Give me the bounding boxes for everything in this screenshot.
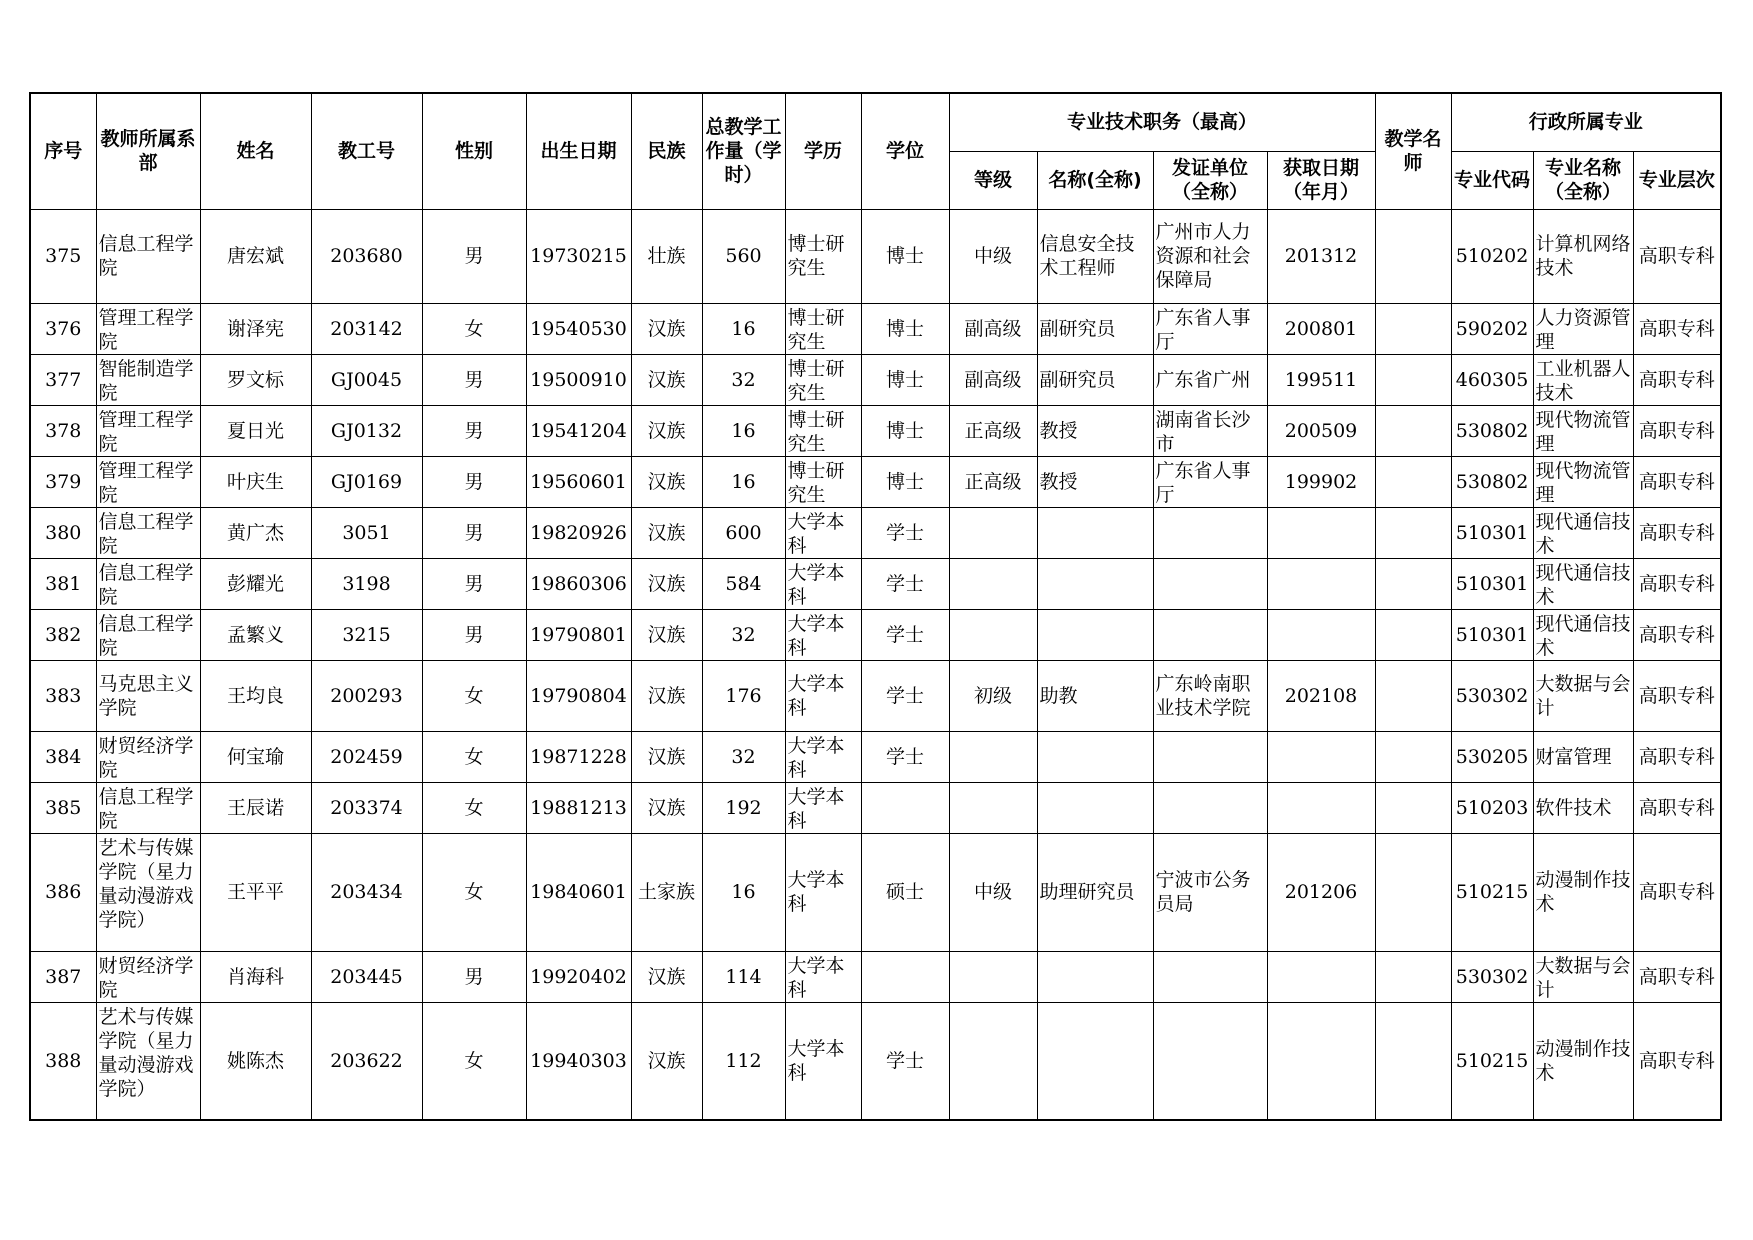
table-row: [30, 456, 1721, 507]
cell-obtain-date: [1267, 507, 1375, 558]
cell-major-level: 高职专科: [1633, 660, 1721, 731]
cell-workload: 16: [702, 833, 785, 951]
cell-staff-id: 203434: [311, 833, 422, 951]
cell-dept: 管理工程学院: [96, 456, 200, 507]
cell-major-name: 现代通信技术: [1533, 558, 1633, 609]
cell-gender: 女: [422, 660, 526, 731]
cell-obtain-date: [1267, 609, 1375, 660]
cell-seq: 387: [30, 951, 96, 1002]
cell-famous-teacher: [1375, 558, 1451, 609]
cell-issuer: [1153, 731, 1267, 782]
cell-obtain-date: [1267, 951, 1375, 1002]
header-title-level: 等级: [949, 151, 1037, 209]
cell-degree: 学士: [861, 609, 949, 660]
table-row: [30, 303, 1721, 354]
cell-title-name: 副研究员: [1037, 354, 1153, 405]
cell-obtain-date: 202108: [1267, 660, 1375, 731]
cell-major-level: 高职专科: [1633, 833, 1721, 951]
cell-birth-date: 19500910: [526, 354, 631, 405]
cell-degree: 博士: [861, 405, 949, 456]
cell-major-name: 计算机网络技术: [1533, 209, 1633, 303]
teacher-roster-table: [29, 92, 1722, 1121]
cell-seq: 376: [30, 303, 96, 354]
cell-dept: 管理工程学院: [96, 303, 200, 354]
cell-major-name: 动漫制作技术: [1533, 833, 1633, 951]
header-major-group: 行政所属专业: [1451, 93, 1721, 151]
cell-workload: 32: [702, 354, 785, 405]
cell-obtain-date: [1267, 731, 1375, 782]
cell-seq: 375: [30, 209, 96, 303]
cell-issuer: [1153, 609, 1267, 660]
cell-title-name: [1037, 507, 1153, 558]
cell-name: 黄广杰: [200, 507, 311, 558]
cell-dept: 财贸经济学院: [96, 951, 200, 1002]
cell-major-level: 高职专科: [1633, 951, 1721, 1002]
cell-famous-teacher: [1375, 833, 1451, 951]
cell-major-name: 软件技术: [1533, 782, 1633, 833]
cell-workload: 32: [702, 609, 785, 660]
cell-title-name: [1037, 782, 1153, 833]
cell-major-code: 530802: [1451, 405, 1533, 456]
cell-seq: 385: [30, 782, 96, 833]
cell-dept: 信息工程学院: [96, 609, 200, 660]
cell-seq: 378: [30, 405, 96, 456]
cell-dept: 信息工程学院: [96, 782, 200, 833]
cell-degree: 学士: [861, 731, 949, 782]
cell-title-level: [949, 782, 1037, 833]
cell-dept: 信息工程学院: [96, 558, 200, 609]
header-obtain-date: 获取日期（年月）: [1267, 151, 1375, 209]
header-birth-date: 出生日期: [526, 93, 631, 209]
cell-famous-teacher: [1375, 405, 1451, 456]
cell-birth-date: 19790801: [526, 609, 631, 660]
cell-name: 夏日光: [200, 405, 311, 456]
cell-dept: 艺术与传媒学院（星力量动漫游戏学院）: [96, 1002, 200, 1120]
cell-famous-teacher: [1375, 209, 1451, 303]
table-row: [30, 405, 1721, 456]
cell-major-code: 510203: [1451, 782, 1533, 833]
cell-major-name: 大数据与会计: [1533, 951, 1633, 1002]
cell-title-name: 教授: [1037, 456, 1153, 507]
cell-title-level: 副高级: [949, 354, 1037, 405]
cell-title-level: 中级: [949, 833, 1037, 951]
cell-birth-date: 19871228: [526, 731, 631, 782]
cell-workload: 192: [702, 782, 785, 833]
cell-name: 唐宏斌: [200, 209, 311, 303]
cell-issuer: [1153, 782, 1267, 833]
cell-gender: 女: [422, 1002, 526, 1120]
table-row: [30, 731, 1721, 782]
cell-name: 叶庆生: [200, 456, 311, 507]
cell-workload: 16: [702, 456, 785, 507]
cell-staff-id: 202459: [311, 731, 422, 782]
table-row: [30, 209, 1721, 303]
cell-degree: 学士: [861, 558, 949, 609]
cell-ethnicity: 汉族: [631, 558, 702, 609]
cell-birth-date: 19860306: [526, 558, 631, 609]
cell-obtain-date: [1267, 1002, 1375, 1120]
cell-famous-teacher: [1375, 456, 1451, 507]
cell-major-name: 工业机器人技术: [1533, 354, 1633, 405]
cell-title-level: [949, 558, 1037, 609]
cell-gender: 男: [422, 405, 526, 456]
cell-gender: 男: [422, 354, 526, 405]
cell-workload: 584: [702, 558, 785, 609]
cell-issuer: [1153, 1002, 1267, 1120]
header-dept: 教师所属系部: [96, 93, 200, 209]
cell-issuer: 广东省人事厅: [1153, 303, 1267, 354]
cell-title-level: 正高级: [949, 405, 1037, 456]
cell-obtain-date: 201206: [1267, 833, 1375, 951]
cell-major-code: 510301: [1451, 558, 1533, 609]
cell-title-level: 中级: [949, 209, 1037, 303]
cell-title-level: [949, 951, 1037, 1002]
cell-workload: 16: [702, 405, 785, 456]
cell-title-name: 教授: [1037, 405, 1153, 456]
cell-name: 肖海科: [200, 951, 311, 1002]
cell-ethnicity: 土家族: [631, 833, 702, 951]
cell-birth-date: 19840601: [526, 833, 631, 951]
cell-degree: 博士: [861, 456, 949, 507]
cell-title-level: 副高级: [949, 303, 1037, 354]
cell-ethnicity: 汉族: [631, 303, 702, 354]
cell-staff-id: GJ0132: [311, 405, 422, 456]
header-major-name: 专业名称（全称）: [1533, 151, 1633, 209]
cell-major-name: 现代物流管理: [1533, 405, 1633, 456]
cell-seq: 377: [30, 354, 96, 405]
cell-title-name: [1037, 558, 1153, 609]
cell-obtain-date: 199511: [1267, 354, 1375, 405]
table-row: [30, 507, 1721, 558]
cell-issuer: [1153, 951, 1267, 1002]
cell-issuer: 广东岭南职业技术学院: [1153, 660, 1267, 731]
cell-obtain-date: 200801: [1267, 303, 1375, 354]
cell-staff-id: 3051: [311, 507, 422, 558]
cell-staff-id: 3198: [311, 558, 422, 609]
cell-staff-id: 200293: [311, 660, 422, 731]
cell-birth-date: 19540530: [526, 303, 631, 354]
cell-gender: 女: [422, 731, 526, 782]
cell-title-level: [949, 507, 1037, 558]
cell-education: 大学本科: [785, 951, 861, 1002]
cell-ethnicity: 汉族: [631, 1002, 702, 1120]
teacher-roster-sheet: [29, 92, 1719, 1121]
cell-staff-id: 203142: [311, 303, 422, 354]
cell-ethnicity: 汉族: [631, 660, 702, 731]
header-title-group: 专业技术职务（最高）: [949, 93, 1375, 151]
cell-title-level: 初级: [949, 660, 1037, 731]
cell-birth-date: 19541204: [526, 405, 631, 456]
cell-gender: 男: [422, 209, 526, 303]
cell-ethnicity: 汉族: [631, 951, 702, 1002]
table-row: [30, 782, 1721, 833]
cell-issuer: 广东省广州: [1153, 354, 1267, 405]
cell-staff-id: GJ0169: [311, 456, 422, 507]
cell-issuer: [1153, 507, 1267, 558]
cell-title-name: 助教: [1037, 660, 1153, 731]
table-row: [30, 1002, 1721, 1120]
cell-issuer: 宁波市公务员局: [1153, 833, 1267, 951]
cell-seq: 388: [30, 1002, 96, 1120]
cell-ethnicity: 汉族: [631, 507, 702, 558]
cell-staff-id: GJ0045: [311, 354, 422, 405]
header-workload: 总教学工作量（学时）: [702, 93, 785, 209]
cell-degree: [861, 951, 949, 1002]
cell-famous-teacher: [1375, 303, 1451, 354]
cell-gender: 女: [422, 833, 526, 951]
cell-gender: 男: [422, 609, 526, 660]
cell-famous-teacher: [1375, 731, 1451, 782]
cell-major-level: 高职专科: [1633, 405, 1721, 456]
cell-name: 谢泽宪: [200, 303, 311, 354]
cell-degree: 学士: [861, 1002, 949, 1120]
cell-ethnicity: 汉族: [631, 456, 702, 507]
cell-title-level: [949, 1002, 1037, 1120]
cell-gender: 男: [422, 507, 526, 558]
cell-workload: 600: [702, 507, 785, 558]
cell-seq: 384: [30, 731, 96, 782]
header-degree: 学位: [861, 93, 949, 209]
cell-workload: 114: [702, 951, 785, 1002]
cell-ethnicity: 汉族: [631, 609, 702, 660]
cell-major-code: 510215: [1451, 833, 1533, 951]
cell-title-level: 正高级: [949, 456, 1037, 507]
cell-dept: 智能制造学院: [96, 354, 200, 405]
cell-dept: 信息工程学院: [96, 507, 200, 558]
cell-title-name: 助理研究员: [1037, 833, 1153, 951]
cell-dept: 管理工程学院: [96, 405, 200, 456]
cell-seq: 380: [30, 507, 96, 558]
cell-degree: 学士: [861, 660, 949, 731]
cell-major-level: 高职专科: [1633, 1002, 1721, 1120]
table-row: [30, 951, 1721, 1002]
cell-degree: 博士: [861, 354, 949, 405]
cell-issuer: [1153, 558, 1267, 609]
cell-seq: 386: [30, 833, 96, 951]
cell-famous-teacher: [1375, 782, 1451, 833]
cell-issuer: 湖南省长沙市: [1153, 405, 1267, 456]
cell-name: 王平平: [200, 833, 311, 951]
cell-obtain-date: [1267, 558, 1375, 609]
cell-ethnicity: 汉族: [631, 354, 702, 405]
cell-education: 博士研究生: [785, 303, 861, 354]
cell-name: 王均良: [200, 660, 311, 731]
cell-degree: 博士: [861, 209, 949, 303]
cell-major-name: 大数据与会计: [1533, 660, 1633, 731]
cell-ethnicity: 汉族: [631, 405, 702, 456]
cell-major-code: 510215: [1451, 1002, 1533, 1120]
table-row: [30, 660, 1721, 731]
cell-education: 大学本科: [785, 558, 861, 609]
cell-education: 博士研究生: [785, 456, 861, 507]
table-row: [30, 609, 1721, 660]
header-staff-id: 教工号: [311, 93, 422, 209]
cell-ethnicity: 壮族: [631, 209, 702, 303]
cell-workload: 112: [702, 1002, 785, 1120]
header-gender: 性别: [422, 93, 526, 209]
cell-major-code: 510202: [1451, 209, 1533, 303]
cell-staff-id: 203374: [311, 782, 422, 833]
cell-major-name: 现代通信技术: [1533, 609, 1633, 660]
header-title-name: 名称(全称): [1037, 151, 1153, 209]
cell-education: 大学本科: [785, 782, 861, 833]
cell-seq: 381: [30, 558, 96, 609]
cell-major-code: 510301: [1451, 507, 1533, 558]
cell-name: 罗文标: [200, 354, 311, 405]
cell-major-name: 现代物流管理: [1533, 456, 1633, 507]
table-row: [30, 354, 1721, 405]
cell-birth-date: 19920402: [526, 951, 631, 1002]
cell-seq: 383: [30, 660, 96, 731]
cell-major-code: 590202: [1451, 303, 1533, 354]
cell-obtain-date: 199902: [1267, 456, 1375, 507]
cell-title-level: [949, 609, 1037, 660]
cell-major-level: 高职专科: [1633, 782, 1721, 833]
cell-education: 博士研究生: [785, 354, 861, 405]
cell-degree: [861, 782, 949, 833]
cell-major-level: 高职专科: [1633, 303, 1721, 354]
cell-famous-teacher: [1375, 1002, 1451, 1120]
cell-dept: 马克思主义学院: [96, 660, 200, 731]
cell-workload: 32: [702, 731, 785, 782]
cell-name: 孟繁义: [200, 609, 311, 660]
cell-title-name: [1037, 731, 1153, 782]
cell-major-code: 530802: [1451, 456, 1533, 507]
cell-title-name: [1037, 609, 1153, 660]
cell-famous-teacher: [1375, 660, 1451, 731]
cell-name: 何宝瑜: [200, 731, 311, 782]
cell-issuer: 广州市人力资源和社会保障局: [1153, 209, 1267, 303]
cell-workload: 560: [702, 209, 785, 303]
cell-education: 大学本科: [785, 833, 861, 951]
cell-famous-teacher: [1375, 609, 1451, 660]
cell-obtain-date: 200509: [1267, 405, 1375, 456]
cell-education: 大学本科: [785, 507, 861, 558]
cell-title-name: [1037, 1002, 1153, 1120]
cell-birth-date: 19730215: [526, 209, 631, 303]
cell-major-code: 530302: [1451, 660, 1533, 731]
cell-major-level: 高职专科: [1633, 507, 1721, 558]
cell-workload: 176: [702, 660, 785, 731]
cell-gender: 男: [422, 558, 526, 609]
cell-education: 大学本科: [785, 660, 861, 731]
cell-education: 大学本科: [785, 1002, 861, 1120]
cell-name: 彭耀光: [200, 558, 311, 609]
cell-major-code: 530205: [1451, 731, 1533, 782]
cell-education: 博士研究生: [785, 405, 861, 456]
header-major-level: 专业层次: [1633, 151, 1721, 209]
header-ethnicity: 民族: [631, 93, 702, 209]
cell-major-name: 财富管理: [1533, 731, 1633, 782]
cell-major-code: 460305: [1451, 354, 1533, 405]
header-issuer: 发证单位（全称）: [1153, 151, 1267, 209]
cell-gender: 女: [422, 303, 526, 354]
cell-name: 王辰诺: [200, 782, 311, 833]
table-row: [30, 833, 1721, 951]
cell-education: 博士研究生: [785, 209, 861, 303]
cell-obtain-date: [1267, 782, 1375, 833]
cell-ethnicity: 汉族: [631, 731, 702, 782]
cell-major-level: 高职专科: [1633, 731, 1721, 782]
cell-title-name: [1037, 951, 1153, 1002]
cell-major-name: 动漫制作技术: [1533, 1002, 1633, 1120]
cell-famous-teacher: [1375, 507, 1451, 558]
cell-birth-date: 19881213: [526, 782, 631, 833]
cell-degree: 硕士: [861, 833, 949, 951]
cell-gender: 男: [422, 951, 526, 1002]
cell-degree: 学士: [861, 507, 949, 558]
header-name: 姓名: [200, 93, 311, 209]
header-seq: 序号: [30, 93, 96, 209]
cell-title-name: 副研究员: [1037, 303, 1153, 354]
cell-famous-teacher: [1375, 354, 1451, 405]
header-famous-teacher: 教学名师: [1375, 93, 1451, 209]
cell-title-level: [949, 731, 1037, 782]
cell-birth-date: 19820926: [526, 507, 631, 558]
cell-staff-id: 203680: [311, 209, 422, 303]
cell-obtain-date: 201312: [1267, 209, 1375, 303]
cell-seq: 379: [30, 456, 96, 507]
cell-dept: 信息工程学院: [96, 209, 200, 303]
cell-staff-id: 203622: [311, 1002, 422, 1120]
cell-gender: 男: [422, 456, 526, 507]
cell-title-name: 信息安全技术工程师: [1037, 209, 1153, 303]
cell-major-code: 530302: [1451, 951, 1533, 1002]
table-row: [30, 558, 1721, 609]
cell-degree: 博士: [861, 303, 949, 354]
cell-gender: 女: [422, 782, 526, 833]
cell-major-level: 高职专科: [1633, 354, 1721, 405]
cell-major-name: 人力资源管理: [1533, 303, 1633, 354]
cell-famous-teacher: [1375, 951, 1451, 1002]
cell-major-level: 高职专科: [1633, 609, 1721, 660]
cell-major-level: 高职专科: [1633, 209, 1721, 303]
cell-staff-id: 3215: [311, 609, 422, 660]
cell-staff-id: 203445: [311, 951, 422, 1002]
cell-major-name: 现代通信技术: [1533, 507, 1633, 558]
header-major-code: 专业代码: [1451, 151, 1533, 209]
cell-birth-date: 19790804: [526, 660, 631, 731]
header-education: 学历: [785, 93, 861, 209]
cell-major-level: 高职专科: [1633, 456, 1721, 507]
cell-ethnicity: 汉族: [631, 782, 702, 833]
cell-major-level: 高职专科: [1633, 558, 1721, 609]
cell-education: 大学本科: [785, 609, 861, 660]
cell-birth-date: 19560601: [526, 456, 631, 507]
cell-education: 大学本科: [785, 731, 861, 782]
cell-dept: 财贸经济学院: [96, 731, 200, 782]
cell-workload: 16: [702, 303, 785, 354]
cell-name: 姚陈杰: [200, 1002, 311, 1120]
cell-issuer: 广东省人事厅: [1153, 456, 1267, 507]
cell-seq: 382: [30, 609, 96, 660]
cell-major-code: 510301: [1451, 609, 1533, 660]
cell-dept: 艺术与传媒学院（星力量动漫游戏学院）: [96, 833, 200, 951]
cell-birth-date: 19940303: [526, 1002, 631, 1120]
